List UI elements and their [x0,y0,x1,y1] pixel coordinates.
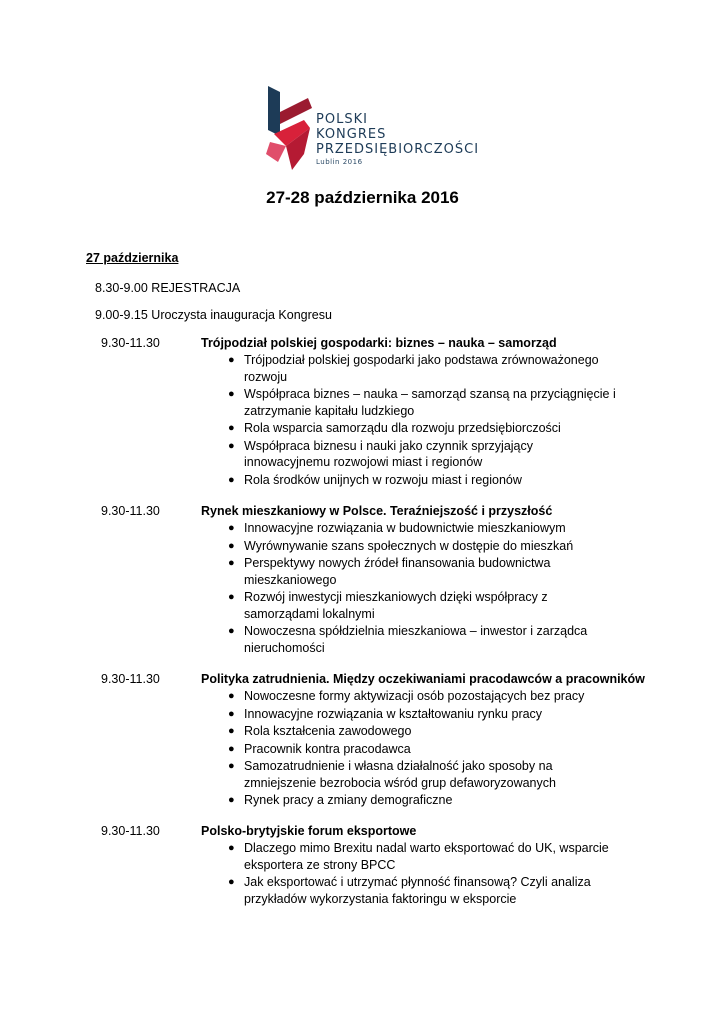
session-time: 9.30-11.30 [101,504,160,518]
bullet-icon: ● [228,591,235,603]
bullet-icon: ● [228,842,235,854]
session-time: 9.30-11.30 [101,336,160,350]
bullet-icon: ● [228,725,235,737]
bullet-icon: ● [228,690,235,702]
logo-subline: Lublin 2016 [316,158,363,166]
bullet-icon: ● [228,742,235,755]
bullet-icon: ● [228,388,235,400]
agenda-row-inauguration: 9.00-9.15 Uroczysta inauguracja Kongresu [95,308,332,322]
ribbon-logo-icon [264,84,324,174]
list-item: ● Innowacyjne rozwiązania w budownictwie mieszkaniowym [228,521,566,535]
list-item: ● Dlaczego mimo Brexitu nadal warto eksportować do UK, wsparcie eksportera ze strony BPCC [228,841,609,872]
session-time: 9.30-11.30 [101,672,160,686]
list-item: ● Rozwój inwestycji mieszkaniowych dzięki współpracy z samorządami lokalnymi [228,590,548,621]
bullet-icon: ● [228,876,235,888]
bullet-icon: ● [228,473,235,486]
list-item: ● Rynek pracy a zmiany demograficzne [228,793,453,807]
list-item: ● Nowoczesna spółdzielnia mieszkaniowa – inwestor i zarządca nieruchomości [228,624,588,655]
logo-line-2: KONGRES [316,127,387,142]
session-title: Polityka zatrudnienia. Między oczekiwaniami pracodawców a pracowników [201,672,645,686]
bullet-icon: ● [228,439,235,452]
session-title: Trójpodział polskiej gospodarki: biznes – nauka – samorząd [201,336,557,350]
logo-line-1: POLSKI [316,112,368,127]
list-item: ● Rola kształcenia zawodowego [228,724,412,738]
session-title: Rynek mieszkaniowy w Polsce. Teraźniejszość i przyszłość [201,504,553,518]
congress-logo [264,84,480,184]
list-item: ● Współpraca biznesu i nauki jako czynnik sprzyjający innowacyjnemu rozwojowi miast i regionów [228,438,534,469]
list-item: ● Rola wsparcia samorządu dla rozwoju przedsiębiorczości [228,421,561,435]
agenda-row-registration: 8.30-9.00 REJESTRACJA [95,281,241,295]
bullet-icon: ● [228,707,235,720]
session-title: Polsko-brytyjskie forum eksportowe [201,824,417,838]
bullet-icon: ● [228,522,235,534]
session-topic-list [201,688,621,810]
bullet-icon: ● [228,354,235,366]
session-time: 9.30-11.30 [101,824,160,838]
bullet-icon: ● [228,539,235,552]
list-item: ● Rola środków unijnych w rozwoju miast i regionów [228,472,522,487]
logo-wordmark [316,112,479,167]
session-topic-list [201,352,621,489]
list-item: ● Wyrównywanie szans społecznych w dostępie do mieszkań [228,538,574,553]
bullet-icon: ● [228,625,235,637]
list-item: ● Trójpodział polskiej gospodarki jako podstawa zrównoważonego rozwoju [228,353,599,384]
list-item: ● Współpraca biznes – nauka – samorząd szansą na przyciągnięcie i zatrzymanie kapitału ludzkiego [228,387,616,418]
list-item: ● Jak eksportować i utrzymać płynność finansową? Czyli analiza przykładów wykorzystania faktoringu w eksporcie [228,875,591,906]
bullet-icon: ● [228,422,235,434]
bullet-icon: ● [228,557,235,569]
list-item: ● Samozatrudnienie i własna działalność jako sposoby na zmniejszenie bezrobocia wśród grup defaworyzowanych [228,759,556,790]
list-item: ● Perspektywy nowych źródeł finansowania budownictwa mieszkaniowego [228,556,551,587]
bullet-icon: ● [228,760,235,772]
list-item: ● Innowacyjne rozwiązania w kształtowaniu rynku pracy [228,706,543,721]
day-heading: 27 października [86,251,179,265]
bullet-icon: ● [228,794,235,806]
list-item: ● Pracownik kontra pracodawca [228,741,411,756]
session-topic-list [201,520,621,657]
session-topic-list [201,840,621,908]
page-title: 27-28 października 2016 [266,188,459,207]
logo-line-3: PRZEDSIĘBIORCZOŚCI [316,142,480,157]
list-item: ● Nowoczesne formy aktywizacji osób pozostających bez pracy [228,689,585,703]
